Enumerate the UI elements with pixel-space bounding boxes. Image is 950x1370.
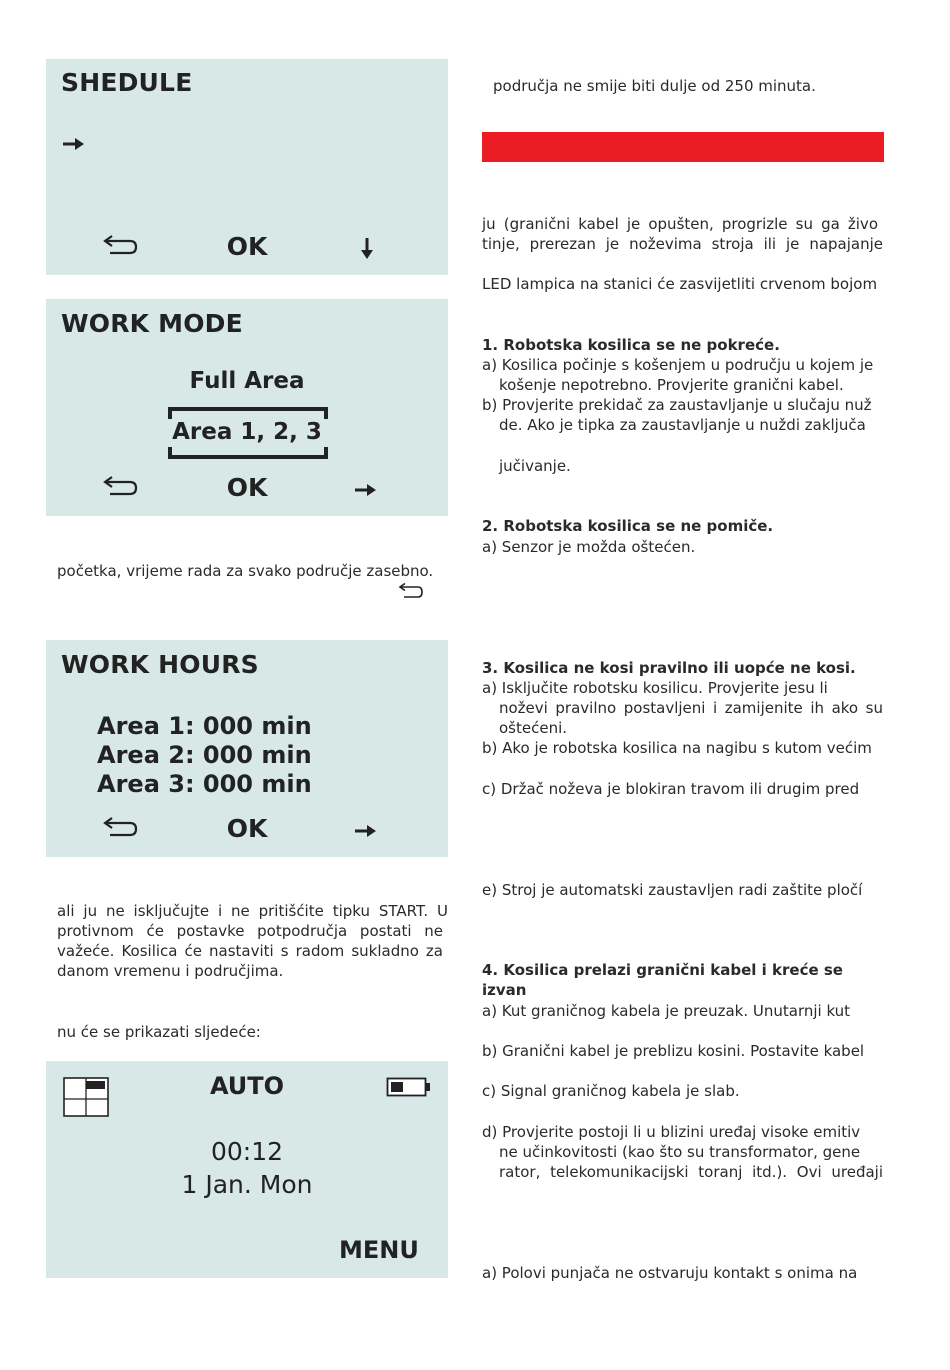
- battery-icon: [386, 1077, 432, 1097]
- ok-button[interactable]: OK: [226, 232, 268, 261]
- ok-button[interactable]: OK: [226, 473, 268, 502]
- left-paragraph-2-line-2: protivnom će postavke potpodručja postati ne: [57, 922, 443, 940]
- arrow-down-icon[interactable]: [360, 237, 374, 261]
- cable-line-2: tinje, prerezan je noževima stroja ili je napajanje: [482, 235, 883, 253]
- section-2a: a) Senzor je možda oštećen.: [482, 538, 696, 556]
- schedule-screen: [46, 59, 448, 275]
- menu-button[interactable]: MENU: [339, 1236, 419, 1264]
- section-3-heading: 3. Kosilica ne kosi pravilno ili uopće ne kosi.: [482, 659, 856, 677]
- arrow-right-icon[interactable]: [354, 824, 378, 838]
- left-paragraph-1: početka, vrijeme rada za svako područje zasebno.: [57, 562, 434, 580]
- work-mode-title: WORK MODE: [61, 309, 243, 338]
- area-3-hours: Area 3: 000 min: [97, 770, 312, 798]
- work-hours-screen: [46, 640, 448, 857]
- section-4-heading: 4. Kosilica prelazi granični kabel i kreće se izvan: [482, 961, 843, 999]
- left-paragraph-2-line-4: danom vremenu i područjima.: [57, 962, 284, 980]
- area-2-hours: Area 2: 000 min: [97, 741, 312, 769]
- section-1a-line-2: košenje nepotrebno. Provjerite granični kabel.: [499, 376, 844, 394]
- option-area-123[interactable]: Area 1, 2, 3: [172, 419, 322, 445]
- section-3a-line-2: noževi pravilno postavljeni i zamijenite ih ako su: [499, 699, 883, 717]
- area-1-hours: Area 1: 000 min: [97, 712, 312, 740]
- section-1-heading: 1. Robotska kosilica se ne pokreće.: [482, 336, 780, 354]
- section-4d-line-2: ne učinkovitosti (kao što su transformator, gene: [499, 1143, 861, 1161]
- work-hours-title: WORK HOURS: [61, 650, 259, 679]
- section-4c: c) Signal graničnog kabela je slab.: [482, 1082, 740, 1100]
- arrow-right-icon: [62, 137, 86, 151]
- arrow-right-icon[interactable]: [354, 483, 378, 497]
- section-2-heading: 2. Robotska kosilica se ne pomiče.: [482, 517, 774, 535]
- section-3a-line-3: oštećeni.: [499, 719, 568, 737]
- section-4d-line-3: rator, telekomunikacijski toranj itd.). Ovi uređaji: [499, 1163, 883, 1181]
- section-3c: c) Držač noževa je blokiran travom ili drugim pred: [482, 780, 860, 798]
- option-full-area[interactable]: Full Area: [189, 368, 305, 394]
- red-bar: [482, 132, 884, 162]
- mode-label: AUTO: [209, 1072, 285, 1100]
- section-5a: a) Polovi punjača ne ostvaruju kontakt s onima na: [482, 1264, 858, 1282]
- section-4d-line-1: d) Provjerite postoji li u blizini uređaj visoke emitiv: [482, 1123, 861, 1141]
- cable-line-1: ju (granični kabel je opušten, progrizle su ga živo: [482, 215, 878, 233]
- section-4b: b) Granični kabel je preblizu kosini. Postavite kabel: [482, 1042, 865, 1060]
- left-paragraph-3: nu će se prikazati sljedeće:: [57, 1023, 261, 1041]
- section-4a: a) Kut graničnog kabela je preuzak. Unutarnji kut: [482, 1002, 851, 1020]
- section-3b: b) Ako je robotska kosilica na nagibu s kutom većim: [482, 739, 872, 757]
- back-icon: [398, 583, 424, 600]
- left-paragraph-2-line-3: važeće. Kosilica će nastaviti s radom sukladno za: [57, 942, 443, 960]
- work-mode-screen: [46, 299, 448, 516]
- section-3e: e) Stroj je automatski zaustavljen radi zaštite pločí: [482, 881, 863, 899]
- section-3a-line-1: a) Isključite robotsku kosilicu. Provjerite jesu li: [482, 679, 828, 697]
- ok-button[interactable]: OK: [226, 814, 268, 843]
- clock-time: 00:12: [210, 1137, 284, 1166]
- right-top-line: područja ne smije biti dulje od 250 minuta.: [493, 77, 816, 95]
- schedule-title: SHEDULE: [61, 68, 193, 97]
- section-1b-line-1: b) Provjerite prekidač za zaustavljanje u slučaju nuž: [482, 396, 872, 414]
- section-1a-line-1: a) Kosilica počinje s košenjem u području u kojem je: [482, 356, 874, 374]
- section-1b-line-2: de. Ako je tipka za zaustavljanje u nuždi zaključa: [499, 416, 866, 434]
- clock-date: 1 Jan. Mon: [181, 1170, 313, 1199]
- led-line: LED lampica na stanici će zasvijetliti crvenom bojom: [482, 275, 878, 293]
- section-1b-line-3: jučivanje.: [499, 457, 571, 475]
- left-paragraph-2-line-1: ali ju ne isključujte i ne pritišćite tipku START. U: [57, 902, 448, 920]
- auto-screen: [46, 1061, 448, 1278]
